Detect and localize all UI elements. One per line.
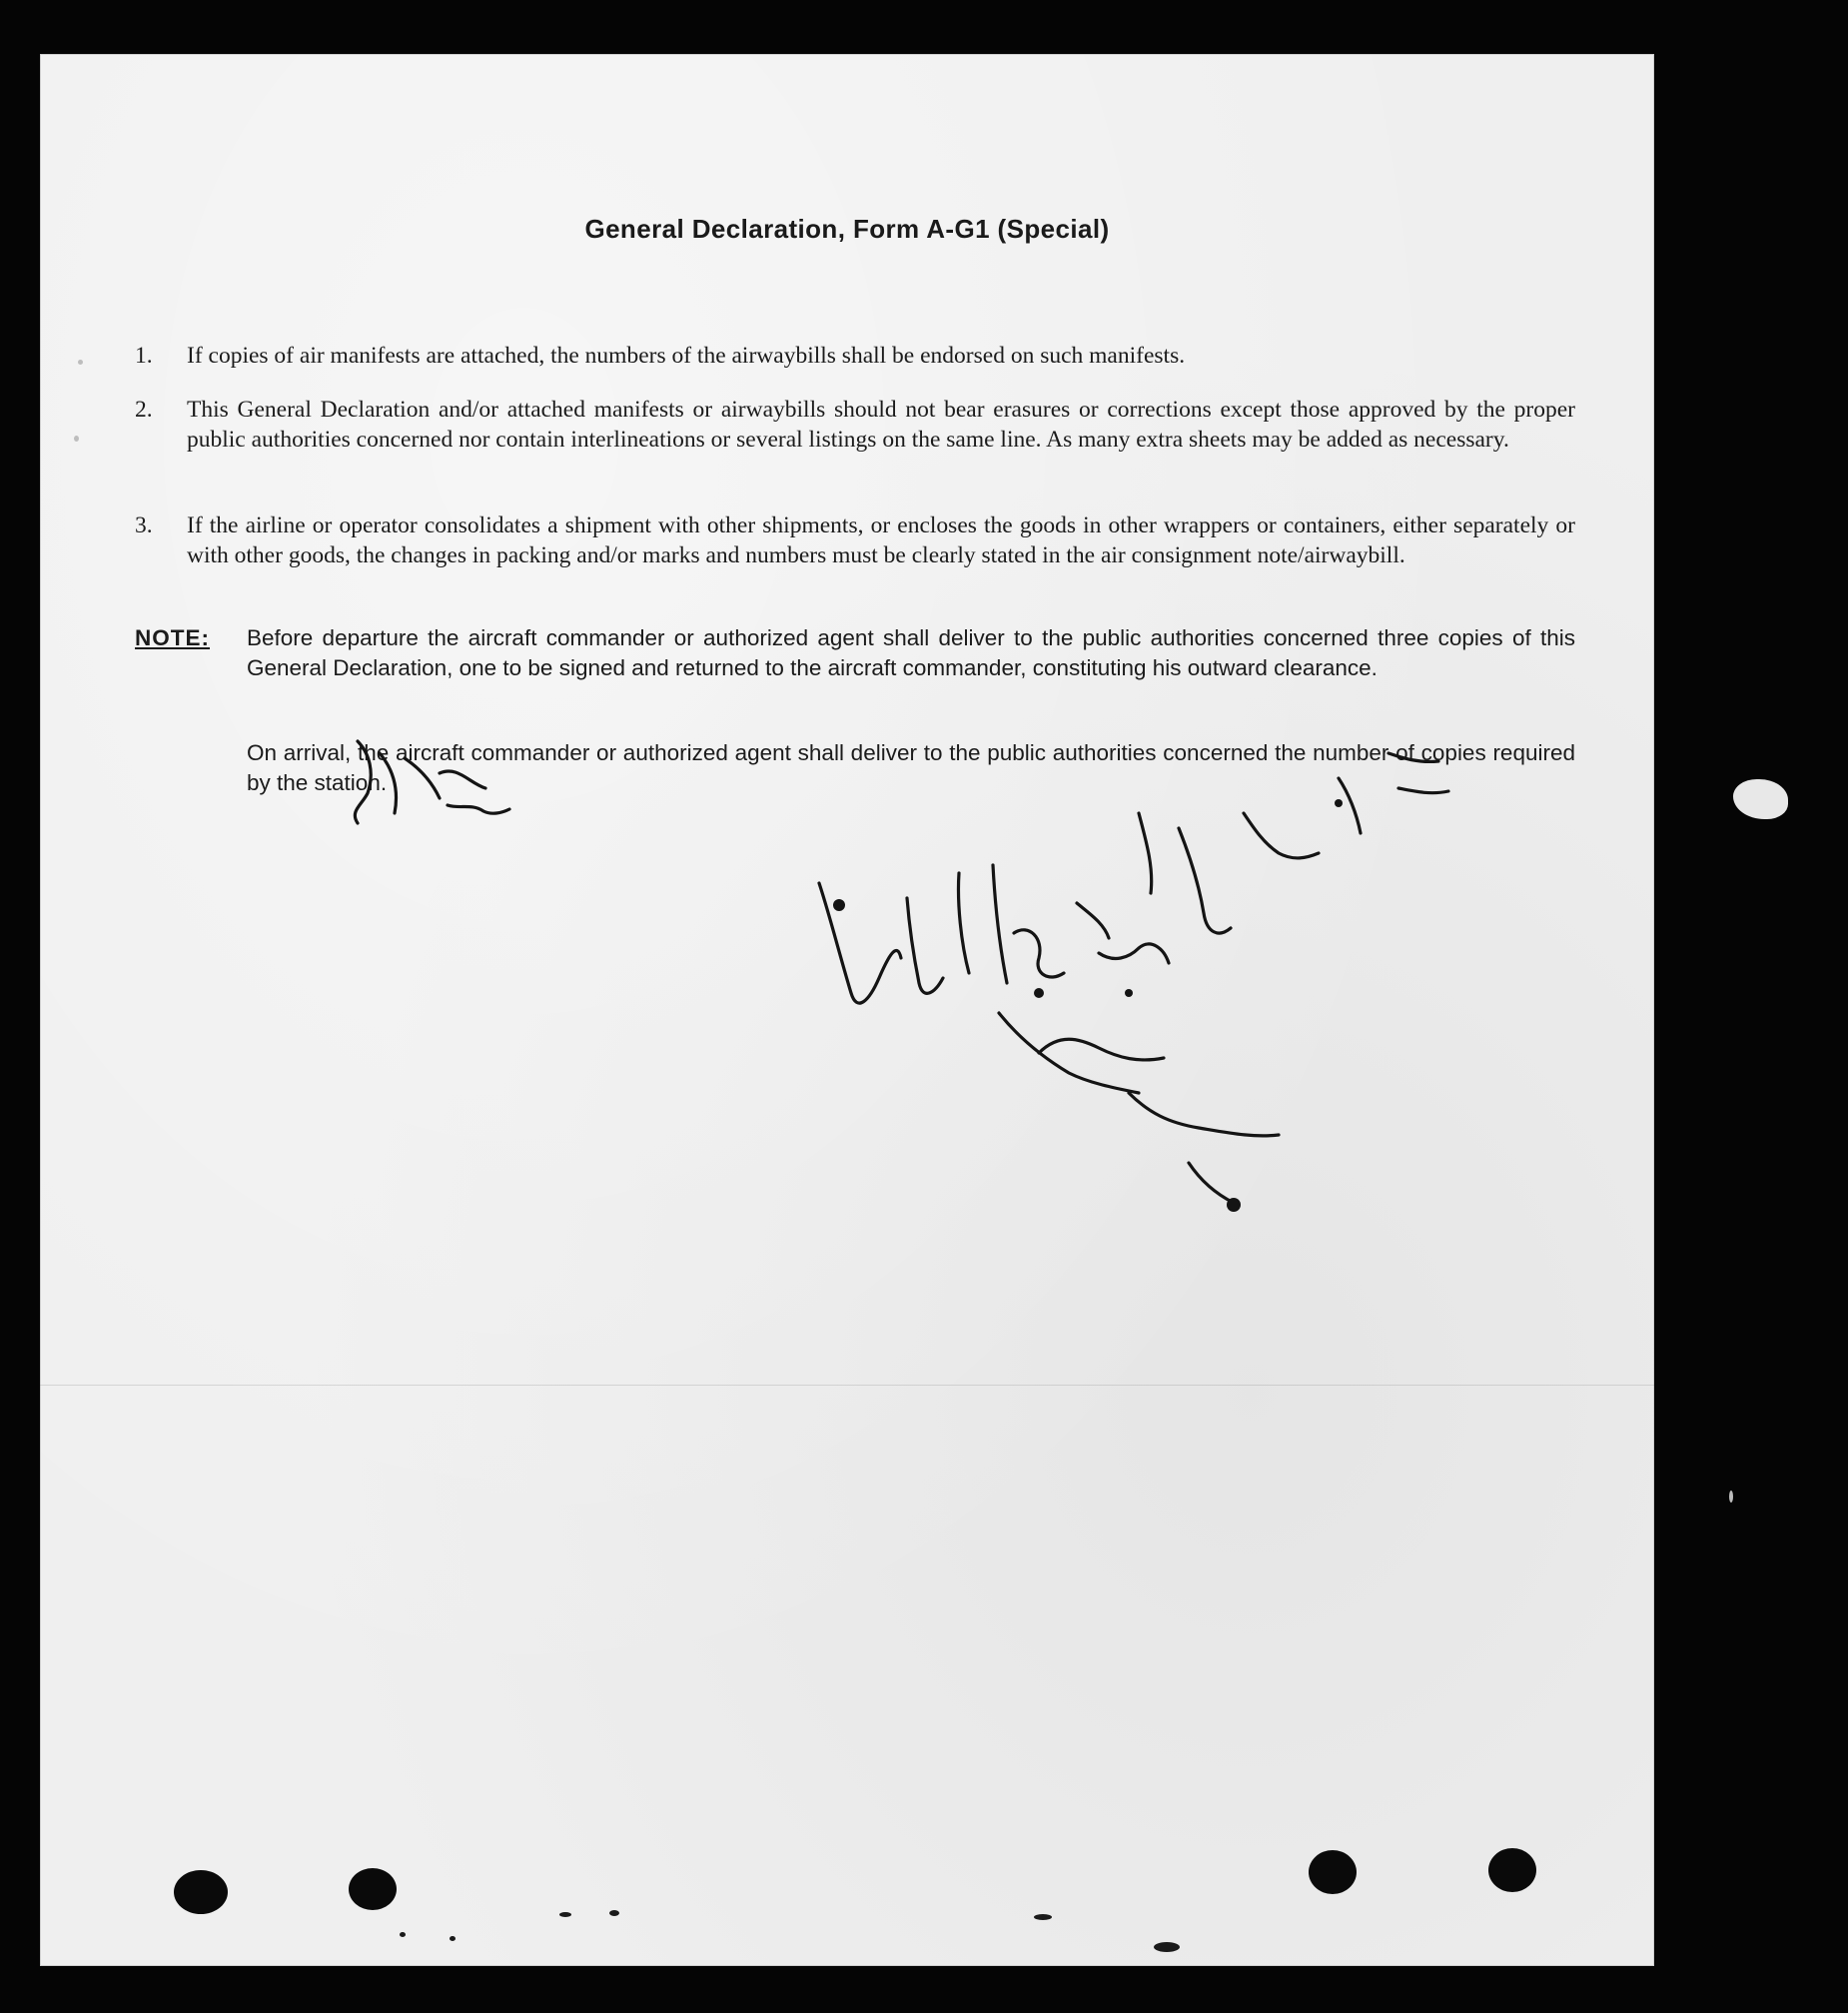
paper-fold-line [40, 1385, 1654, 1386]
instruction-number: 3. [135, 512, 153, 538]
ink-speck [450, 1936, 456, 1941]
paper-fragment [1733, 779, 1788, 819]
note-label: NOTE: [135, 625, 210, 650]
signature-scrawl [819, 753, 1448, 1203]
form-title: General Declaration, Form A-G1 (Special) [584, 214, 1110, 244]
instruction-text: If copies of air manifests are attached, the numbers of the airwaybills shall be endorsed on such manifests. [187, 343, 1186, 369]
punch-hole [1488, 1848, 1536, 1892]
instruction-text: This General Declaration and/or attached manifests or airwaybills should not bear erasures or corrections except those approved by the proper public authorities concerned nor contain interlineations or several listings on the same line. As many extra sheets may be added as necessary. [187, 397, 1575, 453]
punch-hole [349, 1868, 397, 1910]
margin-speck [1729, 1491, 1733, 1503]
paper-sheet [40, 54, 1654, 1966]
ink-dots [833, 799, 1343, 1212]
punch-hole [174, 1870, 228, 1914]
instruction-text: If the airline or operator consolidates a shipment with other shipments, or encloses the goods in other wrappers or containers, either separately or with other goods, the changes in packing and/or marks and numbers must be clearly stated in the air consignment note/airwaybill. [187, 512, 1575, 568]
ink-speck [559, 1912, 571, 1917]
note-paragraph-departure: Before departure the aircraft commander or authorized agent shall deliver to the public authorities concerned three copies of this General Declaration, one to be signed and returned to the aircraft commander, constituting his outward clearance. [247, 625, 1575, 680]
instruction-number: 2. [135, 397, 153, 423]
ink-speck [400, 1932, 406, 1937]
margin-speck [78, 360, 83, 365]
punch-hole [1309, 1850, 1357, 1894]
instruction-number: 1. [135, 343, 153, 369]
ink-speck [1154, 1942, 1180, 1952]
margin-speck [74, 436, 79, 442]
ink-speck [1034, 1914, 1052, 1920]
ink-speck [609, 1910, 619, 1916]
note-paragraph-arrival: On arrival, the aircraft commander or authorized agent shall deliver to the public authorities concerned the number of copies required by the station. [247, 740, 1575, 795]
